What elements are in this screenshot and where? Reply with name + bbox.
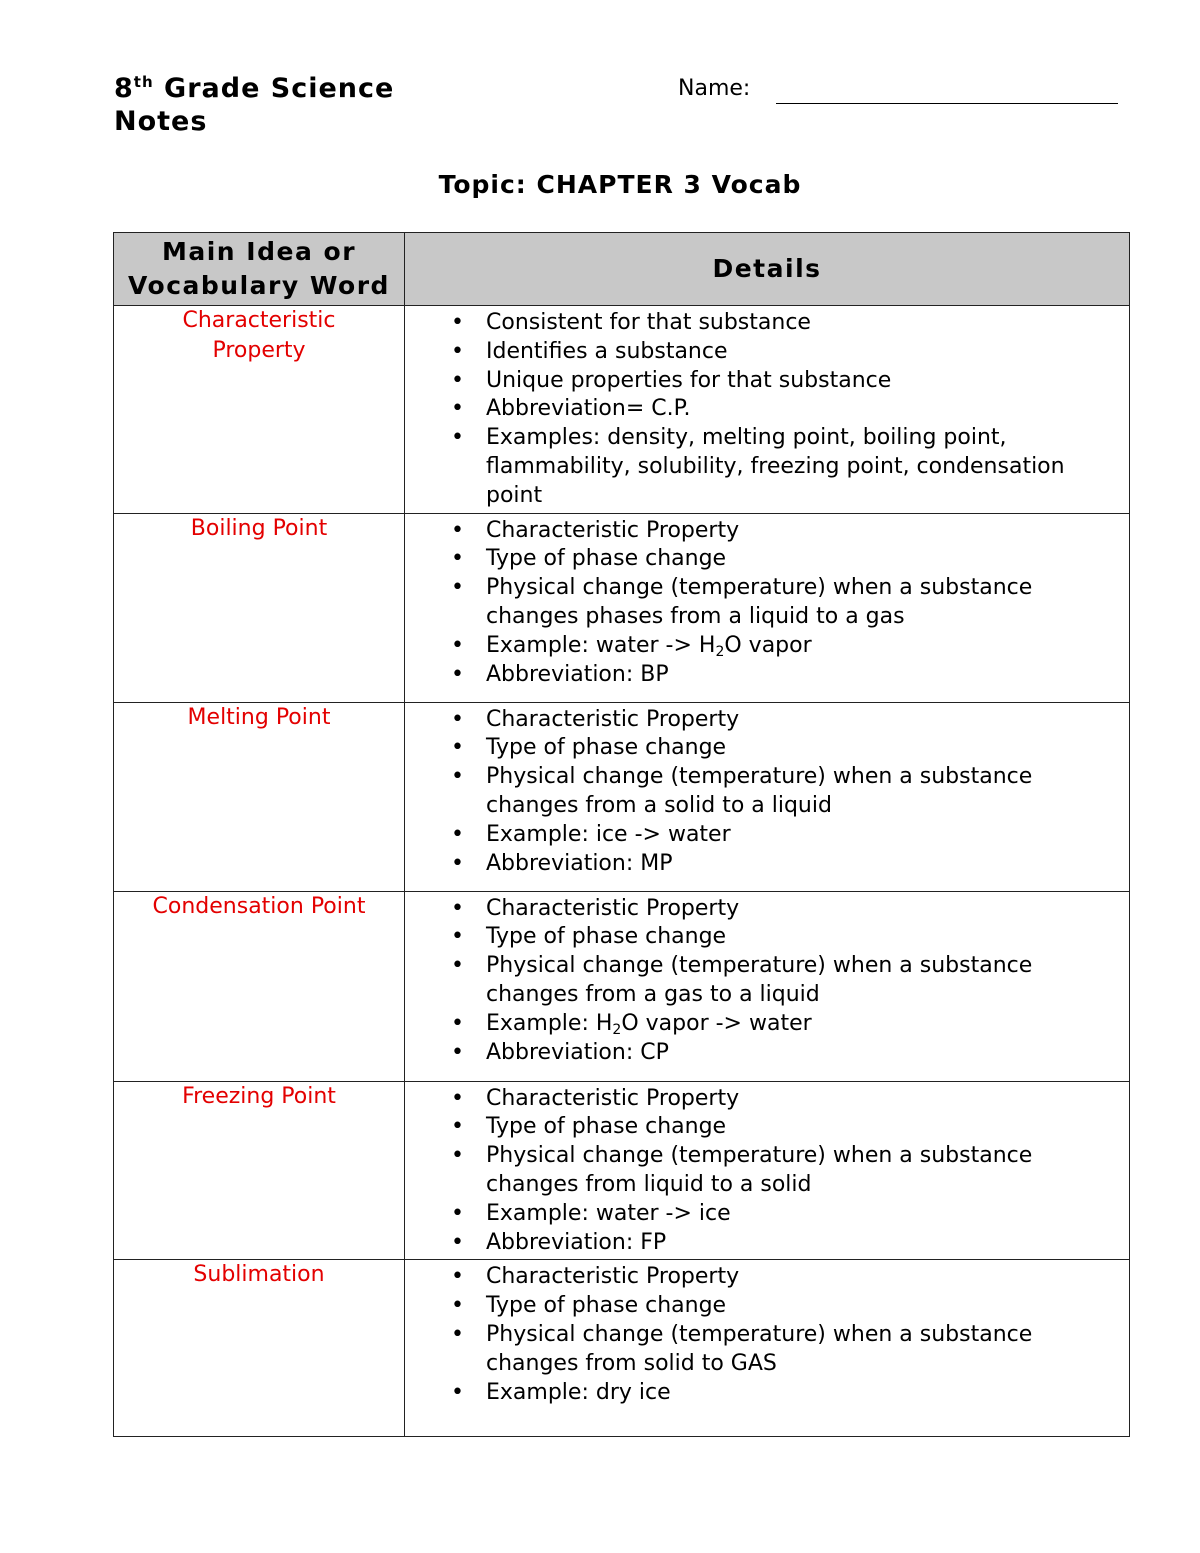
details-list (405, 514, 1129, 692)
detail-item: • Type of phase change (405, 734, 1119, 763)
table-row (114, 513, 1130, 702)
details-list (405, 1082, 1129, 1260)
term-line-1: Condensation Point (152, 893, 366, 919)
detail-item: • Physical change (temperature) when a substance changes from a gas to a liquid (405, 952, 1119, 1010)
term-line-1: Melting Point (187, 704, 331, 730)
detail-text: Example: H (486, 1010, 613, 1036)
document-title (114, 72, 394, 138)
vocab-term (114, 891, 405, 1081)
detail-item: • Identifies a substance (405, 338, 1119, 367)
name-blank-line[interactable] (776, 103, 1118, 104)
detail-item: • Abbreviation= C.P. (405, 395, 1119, 424)
details-list (405, 1260, 1129, 1409)
name-label: Name: (678, 76, 751, 101)
detail-item: • Consistent for that substance (405, 309, 1119, 338)
detail-item: • Type of phase change (405, 1292, 1119, 1321)
term-line-1: Characteristic (182, 308, 336, 333)
term-line-1: Sublimation (193, 1262, 325, 1288)
detail-item: • Abbreviation: BP (405, 661, 1119, 690)
detail-item: • Characteristic Property (405, 1085, 1119, 1114)
detail-item: • Example: ice -> water (405, 821, 1119, 850)
subscript: 2 (715, 643, 725, 660)
details-cell (405, 513, 1130, 702)
detail-item: • Physical change (temperature) when a substance changes from a solid to a liquid (405, 763, 1119, 821)
vocab-term (114, 513, 405, 702)
table-row (114, 891, 1130, 1081)
title-line-2: Notes (114, 106, 208, 137)
detail-item: • Abbreviation: FP (405, 1229, 1119, 1258)
grade-number: 8 (114, 73, 134, 104)
details-list (405, 892, 1129, 1070)
vocab-table-body (114, 306, 1130, 1437)
table-row (114, 1081, 1130, 1260)
detail-item: • Examples: density, melting point, boiling point, flammability, solubility, freezing point, condensation point (405, 424, 1119, 510)
details-list (405, 306, 1129, 513)
detail-item: • Physical change (temperature) when a substance changes phases from a liquid to a gas (405, 574, 1119, 632)
detail-text: O vapor (724, 632, 812, 658)
table-row (114, 1260, 1130, 1437)
detail-item: • Example: water -> ice (405, 1200, 1119, 1229)
details-cell (405, 1081, 1130, 1260)
detail-item: • Abbreviation: MP (405, 850, 1119, 879)
detail-item: • Example: dry ice (405, 1379, 1119, 1408)
details-cell (405, 306, 1130, 514)
detail-item: • Characteristic Property (405, 1263, 1119, 1292)
topic-heading: Topic: CHAPTER 3 Vocab (438, 170, 802, 199)
detail-item: • Type of phase change (405, 923, 1119, 952)
vocab-term (114, 1081, 405, 1260)
term-line-1: Boiling Point (190, 515, 328, 541)
grade-suffix: th (133, 73, 154, 91)
table-row (114, 306, 1130, 514)
table-row (114, 702, 1130, 891)
title-line-1: Grade Science (153, 73, 395, 104)
details-cell (405, 891, 1130, 1081)
detail-item: • Abbreviation: CP (405, 1039, 1119, 1068)
detail-text: O vapor -> water (621, 1010, 812, 1036)
detail-item: • Characteristic Property (405, 517, 1119, 546)
header-details: Details (405, 233, 1130, 306)
detail-item: • Characteristic Property (405, 706, 1119, 735)
detail-item: • Physical change (temperature) when a substance changes from liquid to a solid (405, 1142, 1119, 1200)
subscript: 2 (612, 1021, 622, 1038)
detail-item (405, 1010, 1119, 1039)
vocab-term (114, 702, 405, 891)
detail-item: • Unique properties for that substance (405, 367, 1119, 396)
term-line-2: Property (212, 338, 306, 363)
table-header-row (114, 233, 1130, 306)
detail-item: • Type of phase change (405, 1113, 1119, 1142)
header-main-idea-line-2: Vocabulary Word (128, 271, 390, 300)
details-cell (405, 702, 1130, 891)
vocab-table (113, 232, 1130, 1437)
details-cell (405, 1260, 1130, 1437)
detail-item: • Physical change (temperature) when a substance changes from solid to GAS (405, 1321, 1119, 1379)
vocab-term (114, 1260, 405, 1437)
header-main-idea (114, 233, 405, 306)
vocab-term (114, 306, 405, 514)
term-line-1: Freezing Point (182, 1083, 336, 1109)
header-main-idea-line-1: Main Idea or (161, 237, 357, 266)
detail-item: • Type of phase change (405, 545, 1119, 574)
detail-item (405, 632, 1119, 661)
details-list (405, 703, 1129, 881)
detail-text: Example: water -> H (486, 632, 716, 658)
detail-item: • Characteristic Property (405, 895, 1119, 924)
